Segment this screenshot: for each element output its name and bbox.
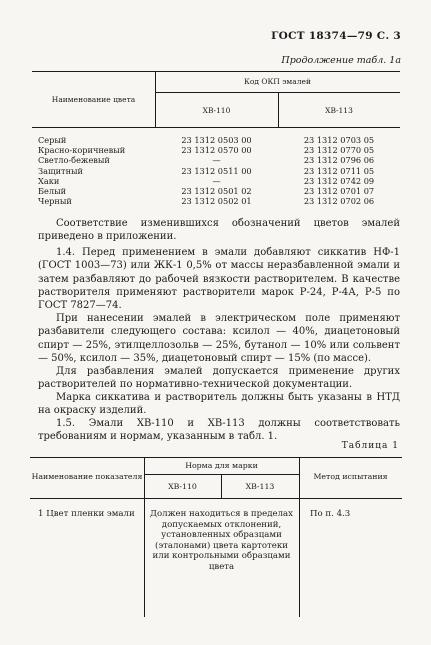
table-rule bbox=[32, 127, 400, 128]
page-header: ГОСТ 18374—79 С. 3 bbox=[271, 30, 401, 42]
color-name: Красно-коричневый bbox=[38, 145, 126, 156]
table-continuation-label: Продолжение табл. 1а bbox=[281, 55, 401, 66]
method-cell: По п. 4.3 bbox=[310, 509, 351, 519]
column-header-method: Метод испытания bbox=[313, 472, 388, 481]
norm-cell: Должен находиться в пределах допускаемых отклонений, установленных образцами (эталонами) цвета картотеки или контрольными образцами цвета bbox=[149, 509, 294, 572]
column-header-xv113: ХВ-113 bbox=[245, 482, 275, 491]
table-rule bbox=[30, 498, 402, 499]
table-column-xv113 bbox=[278, 135, 400, 206]
paragraph: При нанесении эмалей в электрическом поле применяют разбавители следующего состава: ксилол — 40%, диацетоновый спирт — 25%, этилцеллозольв — 25%, бутанол — 10% или сольвент — 50%, ксилол — 35%, диацетоновый спирт — 15% (по массе). bbox=[38, 313, 400, 364]
okp-code: — bbox=[212, 175, 221, 186]
okp-code: 23 1312 0502 01 bbox=[181, 196, 252, 207]
table-row bbox=[38, 135, 125, 206]
column-header-color-name: Наименование цвета bbox=[51, 95, 136, 104]
okp-code: 23 1312 0702 06 bbox=[303, 196, 375, 207]
okp-code: 23 1312 0796 06 bbox=[303, 155, 375, 166]
column-header-norm: Норма для марки bbox=[185, 461, 258, 470]
column-header-xv110: ХВ-110 bbox=[202, 106, 231, 115]
column-header-xv110: ХВ-110 bbox=[168, 482, 197, 491]
color-name: Черный bbox=[38, 196, 72, 207]
okp-code: 23 1312 0701 07 bbox=[303, 186, 375, 197]
column-header-xv113: ХВ-113 bbox=[325, 106, 353, 115]
color-name: Серый bbox=[38, 135, 67, 145]
okp-code: — bbox=[212, 155, 221, 166]
color-name: Светло-бежевый bbox=[38, 155, 110, 166]
color-name: Белый bbox=[38, 186, 67, 197]
paragraph-1-4: 1.4. Перед применением в эмали добавляют сиккатив НФ-1 (ГОСТ 1003—73) или ЖК-1 0,5% от массы неразбавленной эмали и затем разбавляют до рабочей вязкости растворителем. В качестве растворителя применяют растворители марок Р-24, Р-4А, Р-5 по ГОСТ 7827—74. bbox=[38, 247, 400, 312]
color-name: Защитный bbox=[38, 165, 84, 176]
table-rule bbox=[30, 457, 402, 458]
paragraph: Соответствие изменившихся обозначений цветов эмалей приведено в приложении. bbox=[38, 218, 400, 243]
okp-code: 23 1312 0511 00 bbox=[181, 165, 252, 176]
table-rule bbox=[144, 457, 145, 617]
column-header-okp-code: Код ОКП эмалей bbox=[244, 77, 311, 86]
okp-code: 23 1312 0711 05 bbox=[303, 165, 375, 176]
paragraph: Марка сиккатива и растворитель должны быть указаны в НТД на окраску изделий. bbox=[38, 392, 400, 417]
okp-code: 23 1312 0570 00 bbox=[181, 145, 252, 156]
okp-code: 23 1312 0742 09 bbox=[303, 175, 375, 186]
paragraph-1-5: 1.5. Эмали ХВ-110 и ХВ-113 должны соответствовать требованиям и нормам, указанным в табл. 1. bbox=[38, 418, 400, 443]
indicator-cell: 1 Цвет пленки эмали bbox=[38, 509, 135, 519]
column-header-indicator: Наименование показателя bbox=[31, 472, 143, 481]
color-name: Хаки bbox=[38, 175, 60, 186]
okp-code: 23 1312 0770 05 bbox=[303, 145, 375, 156]
table-column-xv110 bbox=[155, 135, 278, 206]
okp-code: 23 1312 0501 02 bbox=[181, 186, 252, 197]
table-caption: Таблица 1 bbox=[341, 441, 399, 451]
okp-code: 23 1312 0503 00 bbox=[181, 135, 252, 145]
table-rule bbox=[32, 71, 400, 72]
okp-code: 23 1312 0703 05 bbox=[303, 135, 375, 145]
paragraph: Для разбавления эмалей допускается применение других растворителей по нормативно-технической документации. bbox=[38, 366, 400, 391]
